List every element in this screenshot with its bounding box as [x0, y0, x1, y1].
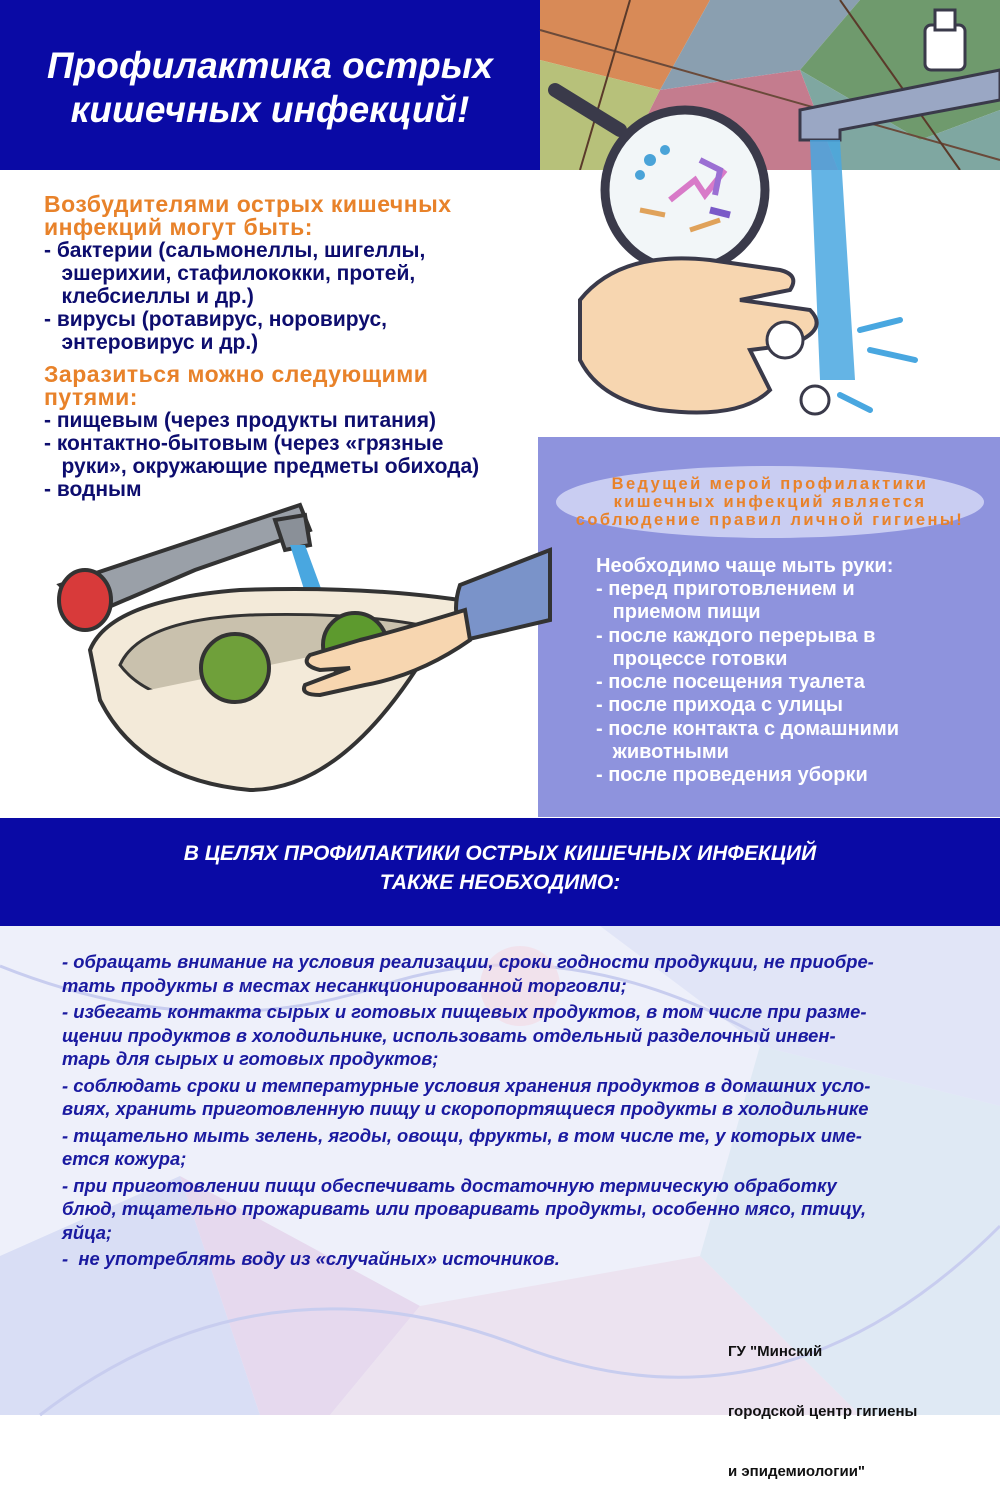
list-item: - перед приготовлением и — [596, 578, 855, 600]
leading-line-1: Ведущей мерой профилактики — [611, 475, 929, 493]
list-item: - бактерии (сальмонеллы, шигеллы, — [44, 239, 426, 262]
leading-line-2: кишечных инфекций является — [613, 493, 927, 511]
list-item: - вирусы (ротавирус, норовирус, — [44, 308, 387, 331]
pathogens-section — [44, 193, 534, 354]
measure-item: - не употреблять воду из «случайных» источников. — [62, 1248, 560, 1269]
wash-hands-list — [596, 578, 899, 788]
pathogens-heading-line-1: Возбудителями острых кишечных — [44, 191, 452, 217]
measures-list — [62, 950, 962, 1274]
pathogens-heading-line-2: инфекций могут быть: — [44, 214, 313, 240]
org-line-3: и эпидемиологии" — [728, 1463, 866, 1480]
handwashing-illustration — [540, 0, 1000, 435]
measure-item: - соблюдать сроки и температурные условия хранения продуктов в домашних усло- виях, хранить приготовленную пищу и скоропортящиеся продукты в холодильнике — [62, 1074, 871, 1119]
banner-line-1: В ЦЕЛЯХ ПРОФИЛАКТИКИ ОСТРЫХ КИШЕЧНЫХ ИНФЕКЦИЙ — [183, 842, 817, 865]
list-item: руки», окружающие предметы обихода) — [44, 455, 480, 478]
title-line-2: кишечных инфекций! — [70, 89, 470, 130]
wash-hands-title: Необходимо чаще мыть руки: — [596, 555, 894, 577]
list-item: - после проведения уборки — [596, 764, 868, 787]
org-line-2: городской центр гигиены — [728, 1403, 918, 1420]
routes-heading-line-2: путями: — [44, 384, 138, 410]
list-item: - после контакта с домашними — [596, 717, 900, 740]
transmission-routes-section — [44, 363, 534, 501]
routes-heading-line-1: Заразиться можно следующими — [44, 361, 429, 387]
title-line-1: Профилактика острых — [47, 45, 493, 86]
list-item: приемом пищи — [596, 601, 761, 624]
list-item: - пищевым (через продукты питания) — [44, 409, 436, 432]
measure-item: - обращать внимание на условия реализации, сроки годности продукции, не приобре- тать продукты в местах несанкционированной торговли; — [62, 951, 874, 996]
banner-line-2: ТАКЖЕ НЕОБХОДИМО: — [379, 871, 621, 894]
list-item: - после прихода с улицы — [596, 694, 843, 717]
list-item: - водным — [44, 478, 142, 501]
list-item: животными — [596, 741, 729, 764]
leading-line-3: соблюдение правил личной гигиены! — [575, 511, 965, 529]
list-item: процессе готовки — [596, 647, 788, 670]
banner-heading — [0, 839, 1000, 897]
leading-measure-text — [556, 475, 984, 529]
organization-credit — [728, 1302, 917, 1502]
sink-apples-illustration — [20, 490, 550, 810]
list-item: клебсиеллы и др.) — [44, 285, 254, 308]
list-item: - контактно-бытовым (через «грязные — [44, 432, 444, 455]
measure-item: - тщательно мыть зелень, ягоды, овощи, фрукты, в том числе те, у которых име- ется кожура; — [62, 1124, 862, 1169]
measure-item: - при приготовлении пищи обеспечивать достаточную термическую обработку блюд, тщательно прожаривать или проваривать продукты, особенно мясо, птицу, яйца; — [62, 1174, 867, 1243]
measure-item: - избегать контакта сырых и готовых пищевых продуктов, в том числе при разме- щении продуктов в холодильнике, использовать отдельный разделочный инвен- тарь для сырых и готовых продуктов; — [62, 1001, 867, 1069]
list-item: - после посещения туалета — [596, 671, 865, 694]
list-item: эшерихии, стафилококки, протей, — [44, 262, 416, 285]
org-line-1: ГУ "Минский — [728, 1343, 823, 1360]
list-item: энтеровирус и др.) — [44, 331, 259, 354]
list-item: - после каждого перерыва в — [596, 624, 876, 647]
page-title — [0, 44, 540, 132]
